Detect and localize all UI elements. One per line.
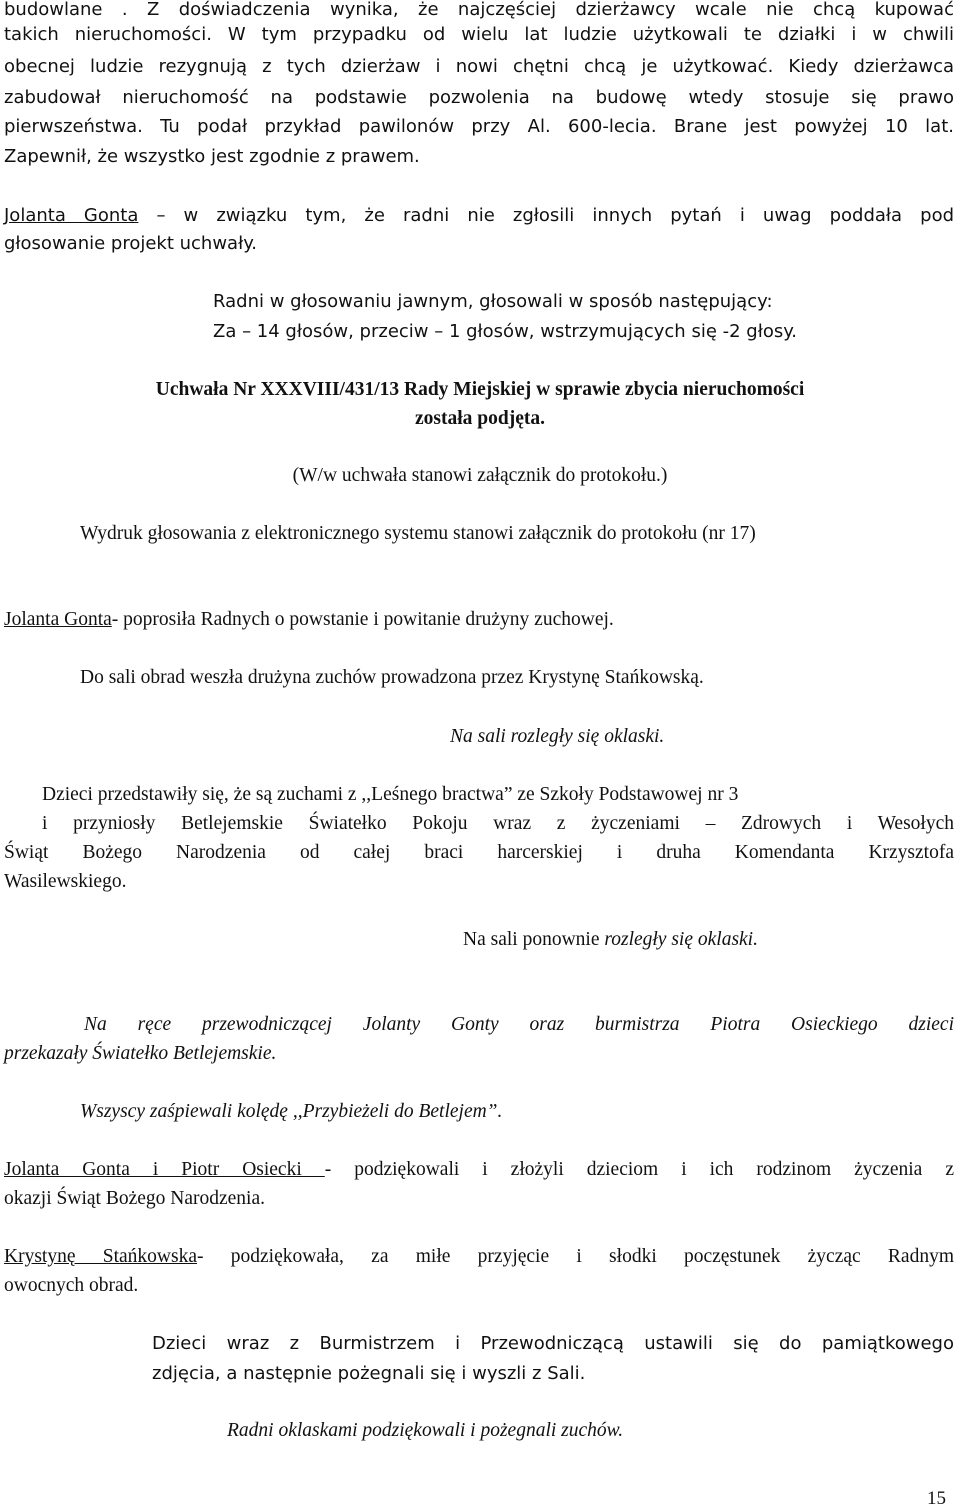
paragraph-line: takich nieruchomości. W tym przypadku od wielu lat ludzie użytkowali te działki i w chwili xyxy=(4,24,954,45)
paragraph-text: - podziękowali i złożyli dzieciom i ich rodzinom życzenia z xyxy=(324,1159,954,1180)
paragraph-text: – w związku tym, że radni nie zgłosili innych pytań i uwag poddała pod xyxy=(138,205,955,226)
paragraph-line: budowlane . Z doświadczenia wynika, że najczęściej dzierżawcy wcale nie chcą kupować xyxy=(4,0,954,20)
speaker-name: Jolanta Gonta i Piotr Osiecki xyxy=(4,1159,325,1180)
paragraph-line: zabudował nieruchomość na podstawie pozwolenia na budowę wtedy stosuje się prawo xyxy=(4,87,954,108)
paragraph-line: Świąt Bożego Narodzenia od całej braci harcerskiej i druha Komendanta Krzysztofa xyxy=(4,842,954,863)
printout-note: Wydruk głosowania z elektronicznego systemu stanowi załącznik do protokołu (nr 17) xyxy=(80,523,756,544)
paragraph-text-italic: rozległy się oklaski. xyxy=(604,929,758,950)
paragraph-applause-again xyxy=(463,928,758,952)
paragraph-line: Dzieci przedstawiły się, że są zuchami z ,,Leśnego bractwa” ze Szkoły Podstawowej nr 3 xyxy=(42,784,739,805)
vote-intro: Radni w głosowaniu jawnym, głosowali w sposób następujący: xyxy=(213,291,773,312)
paragraph-applause: Na sali rozległy się oklaski. xyxy=(450,726,665,747)
paragraph-line: Dzieci wraz z Burmistrzem i Przewodniczącą ustawili się do pamiątkowego xyxy=(152,1333,954,1354)
paragraph-greeting-request xyxy=(4,608,614,632)
paragraph-line: Wasilewskiego. xyxy=(4,871,127,892)
paragraph-line xyxy=(4,1245,954,1269)
paragraph-line: przekazały Światełko Betlejemskie. xyxy=(4,1043,277,1064)
speaker-name: Jolanta Gonta xyxy=(4,609,112,630)
resolution-status: została podjęta. xyxy=(415,408,545,429)
vote-counts: Za – 14 głosów, przeciw – 1 głosów, wstrzymujących się -2 głosy. xyxy=(213,321,798,342)
paragraph-line xyxy=(4,204,954,228)
paragraph-text: Na sali ponownie xyxy=(463,929,605,950)
paragraph-line xyxy=(4,1158,954,1182)
paragraph-text: - poprosiła Radnych o powstanie i powitanie drużyny zuchowej. xyxy=(111,609,614,630)
paragraph-line: owocnych obrad. xyxy=(4,1275,139,1296)
speaker-name: Krystynę Stańkowska xyxy=(4,1246,197,1267)
paragraph-farewell: Radni oklaskami podziękowali i pożegnali zuchów. xyxy=(227,1420,624,1441)
paragraph-line: zdjęcia, a następnie pożegnali się i wyszli z Sali. xyxy=(152,1363,586,1384)
resolution-title: Uchwała Nr XXXVIII/431/13 Rady Miejskiej w sprawie zbycia nieruchomości xyxy=(155,379,805,400)
paragraph-line: okazji Świąt Bożego Narodzenia. xyxy=(4,1188,265,1209)
paragraph-text: - podziękowała, za miłe przyjęcie i słodki poczęstunek życząc Radnym xyxy=(197,1246,954,1267)
paragraph-line: obecnej ludzie rezygnują z tych dzierżaw i nowi chętni chcą je użytkować. Kiedy dzierżawca xyxy=(4,56,954,77)
speaker-name: Jolanta Gonta xyxy=(4,205,139,226)
paragraph-line: Na ręce przewodniczącej Jolanty Gonty oraz burmistrza Piotra Osieckiego dzieci xyxy=(84,1014,954,1035)
resolution-note: (W/w uchwała stanowi załącznik do protokołu.) xyxy=(292,465,668,486)
paragraph-line: pierwszeństwa. Tu podał przykład pawilonów przy Al. 600-lecia. Brane jest powyżej 10 lat. xyxy=(4,116,954,137)
paragraph-carol: Wszyscy zaśpiewali kolędę ,,Przybieżeli do Betlejem”. xyxy=(80,1101,503,1122)
paragraph-scouts-entered: Do sali obrad weszła drużyna zuchów prowadzona przez Krystynę Stańkowską. xyxy=(80,667,704,688)
paragraph-line: i przyniosły Betlejemskie Światełko Pokoju wraz z życzeniami – Zdrowych i Wesołych xyxy=(42,813,954,834)
paragraph-line: głosowanie projekt uchwały. xyxy=(4,233,258,254)
paragraph-line: Zapewnił, że wszystko jest zgodnie z prawem. xyxy=(4,146,420,167)
page-number: 15 xyxy=(927,1488,946,1509)
